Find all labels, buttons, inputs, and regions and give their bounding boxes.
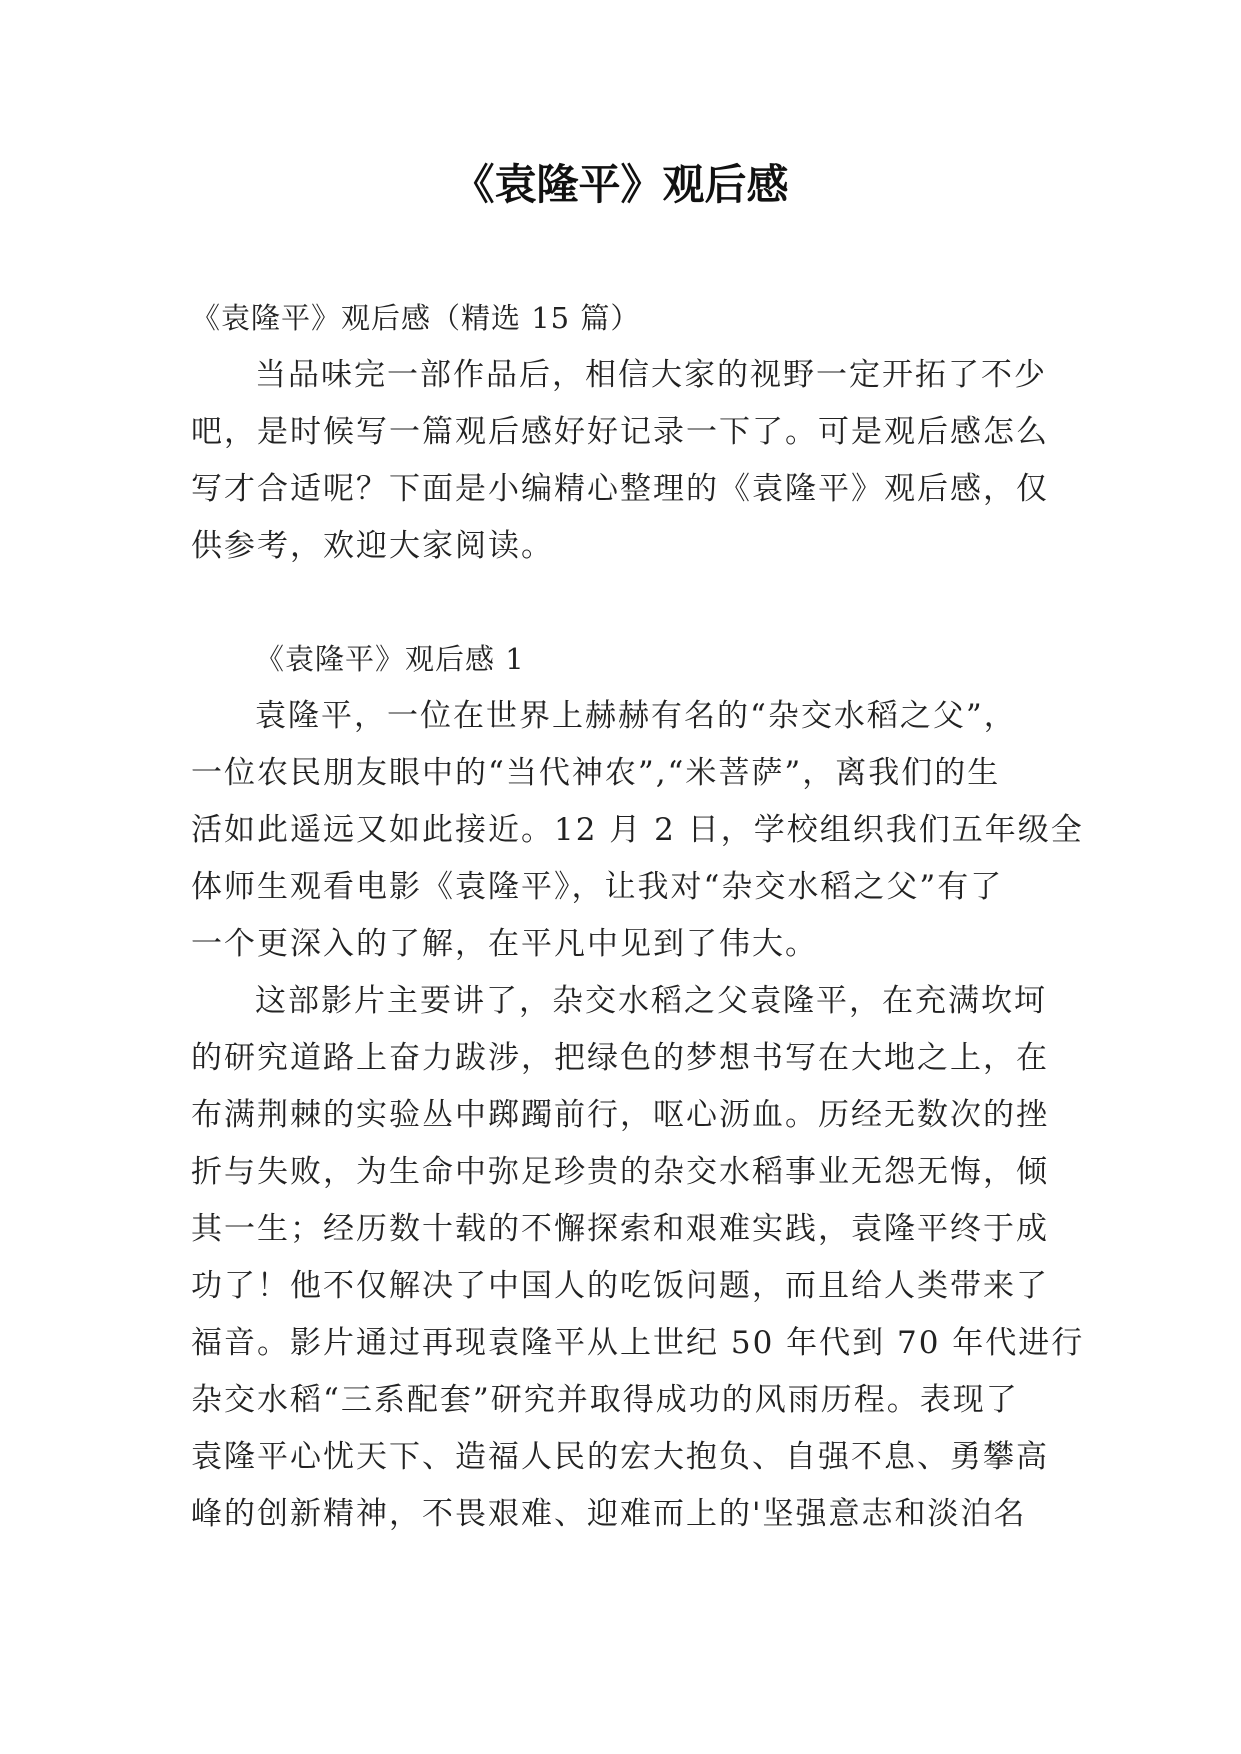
paragraph-line: 一个更深入的了解，在平凡中见到了伟大。 <box>191 926 818 962</box>
document-body <box>191 290 1085 1543</box>
paragraph-line: 这部影片主要讲了，杂交水稻之父袁隆平，在充满坎坷 <box>255 983 1047 1019</box>
section-spacer <box>191 575 1051 631</box>
paragraph-line: 一位农民朋友眼中的“当代神农”,“米菩萨”，离我们的生 <box>191 755 1001 791</box>
paragraph-line: 峰的创新精神，不畏艰难、迎难而上的'坚强意志和淡泊名 <box>191 1496 1027 1532</box>
paragraph-line: 福音。影片通过再现袁隆平从上世纪 50 年代到 70 年代进行 <box>191 1325 1085 1361</box>
paragraph-line: 袁隆平心忧天下、造福人民的宏大抱负、自强不息、勇攀高 <box>191 1439 1049 1475</box>
paragraph-line: 折与失败，为生命中弥足珍贵的杂交水稻事业无怨无悔，倾 <box>191 1154 1049 1190</box>
paragraph-line: 功了！他不仅解决了中国人的吃饭问题，而且给人类带来了 <box>191 1268 1049 1304</box>
section-heading: 《袁隆平》观后感 1 <box>255 642 525 676</box>
intro-line: 供参考，欢迎大家阅读。 <box>191 528 554 564</box>
intro-line: 吧，是时候写一篇观后感好好记录一下了。可是观后感怎么 <box>191 414 1049 450</box>
paragraph-line: 体师生观看电影《袁隆平》，让我对“杂交水稻之父”有了 <box>191 869 1004 905</box>
intro-line: 写才合适呢？下面是小编精心整理的《袁隆平》观后感，仅 <box>191 471 1049 507</box>
paragraph-line: 布满荆棘的实验丛中踯躅前行，呕心沥血。历经无数次的挫 <box>191 1097 1049 1133</box>
intro-paragraph <box>191 347 1051 575</box>
paragraph-2 <box>191 973 1085 1543</box>
paragraph-1 <box>191 688 1084 973</box>
document-subtitle: 《袁隆平》观后感（精选 15 篇） <box>191 301 641 335</box>
document-title: 《袁隆平》观后感 <box>452 160 789 209</box>
paragraph-line: 其一生；经历数十载的不懈探索和艰难实践，袁隆平终于成 <box>191 1211 1049 1247</box>
paragraph-line: 杂交水稻“三系配套”研究并取得成功的风雨历程。表现了 <box>191 1382 1019 1418</box>
paragraph-line: 袁隆平，一位在世界上赫赫有名的“杂交水稻之父”， <box>255 698 1017 734</box>
paragraph-line: 的研究道路上奋力跋涉，把绿色的梦想书写在大地之上，在 <box>191 1040 1049 1076</box>
intro-line: 当品味完一部作品后，相信大家的视野一定开拓了不少 <box>255 357 1047 393</box>
paragraph-line: 活如此遥远又如此接近。12 月 2 日，学校组织我们五年级全 <box>191 812 1084 848</box>
